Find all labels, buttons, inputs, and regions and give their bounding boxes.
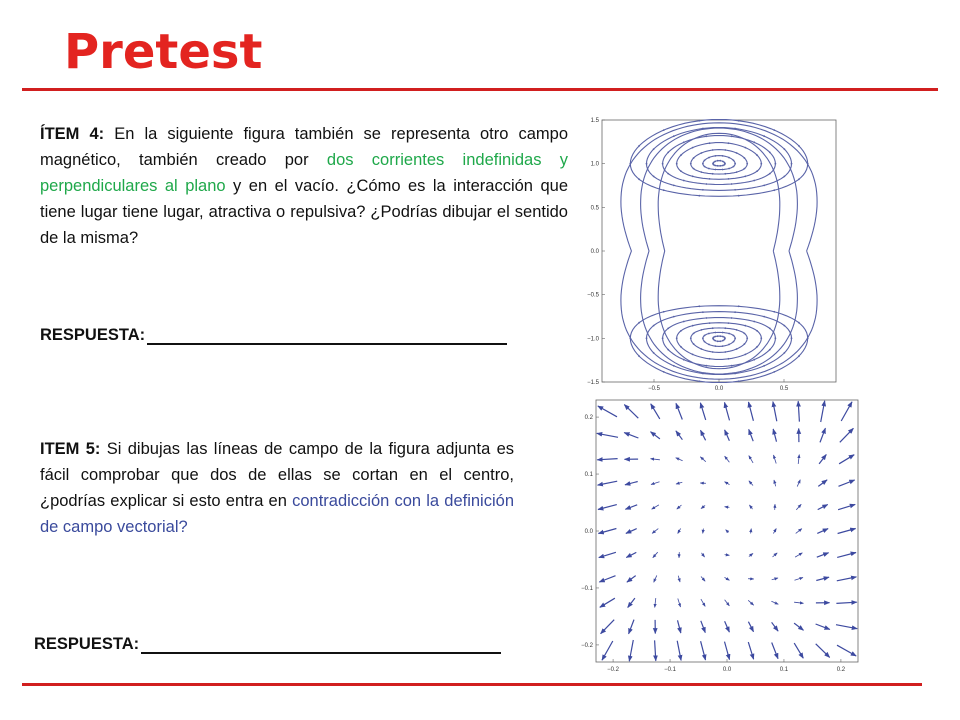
- field-line-marker: [663, 371, 665, 373]
- field-line-marker: [798, 322, 800, 324]
- field-line-marker: [698, 305, 700, 307]
- field-line-marker: [784, 325, 786, 327]
- item4-paragraph: [40, 121, 568, 251]
- field-line-marker: [712, 149, 714, 151]
- field-line-marker: [667, 349, 669, 351]
- item4-label: ÍTEM 4:: [40, 125, 105, 143]
- field-line-marker: [704, 335, 706, 337]
- item5-text-before: Si dibujas las líneas de campo de la figura adjunta es fácil comprobar que dos de ellas se cortan en el centro, ¿podrías explicar si esto entra en: [40, 440, 514, 510]
- field-line-marker: [638, 145, 640, 147]
- field-line-marker: [753, 359, 755, 361]
- field-line-marker: [769, 328, 771, 330]
- field-line-marker: [784, 148, 786, 150]
- field-line-marker: [756, 330, 758, 332]
- field-line-marker: [693, 333, 695, 335]
- field-line-marker: [728, 142, 730, 144]
- field-line-marker: [728, 358, 730, 360]
- field-line-marker: [753, 141, 755, 143]
- field-line-marker: [769, 349, 771, 351]
- field-line-marker: [667, 152, 669, 154]
- field-line-marker: [683, 141, 685, 143]
- y-tick-label: 1.0: [590, 161, 599, 168]
- field-line-marker: [680, 170, 682, 172]
- item4-text-after: y en el vacío. ¿Cómo es la interacción que tiene lugar tiene lugar, atractiva o repulsiva? ¿Podrías dibujar el sentido de la misma?: [40, 177, 568, 247]
- field-line-marker: [690, 163, 692, 165]
- item5-answer-label: RESPUESTA:: [34, 635, 140, 653]
- field-line-marker: [756, 154, 758, 156]
- field-line-marker: [738, 195, 740, 197]
- figure1-frame: [602, 120, 836, 382]
- field-line-marker: [745, 175, 747, 177]
- field-line-marker: [706, 317, 708, 319]
- field-line-marker: [702, 163, 704, 165]
- field-line-marker: [738, 120, 740, 122]
- field-line-marker: [673, 135, 675, 137]
- field-line-marker: [717, 165, 719, 167]
- field-line-marker: [708, 157, 710, 159]
- field-line-marker: [701, 348, 703, 350]
- field-line-marker: [756, 346, 758, 348]
- field-line-marker: [717, 160, 719, 162]
- y-tick-label: 0.5: [590, 205, 599, 212]
- field-line-marker: [728, 157, 730, 159]
- field-line-marker: [736, 348, 738, 350]
- field-line-marker: [701, 152, 703, 154]
- field-line-marker: [734, 337, 736, 339]
- field-line-marker: [733, 166, 735, 168]
- field-line-marker: [724, 162, 726, 164]
- field-line-marker: [717, 335, 719, 337]
- field-line-marker: [798, 145, 800, 147]
- field-line-marker: [733, 341, 735, 343]
- field-line-marker: [709, 358, 711, 360]
- field-line-marker: [791, 337, 793, 339]
- field-line-marker: [683, 359, 685, 361]
- field-line-marker: [638, 322, 640, 324]
- field-line-marker: [680, 346, 682, 348]
- field-line-marker: [798, 178, 800, 180]
- x-tick-label: −0.1: [664, 667, 676, 673]
- field-line-marker: [728, 333, 730, 335]
- field-line-marker: [734, 163, 736, 165]
- field-line-marker: [701, 171, 703, 173]
- field-line-marker: [736, 171, 738, 173]
- field-line-marker: [702, 189, 704, 191]
- field-line-marker: [715, 332, 717, 334]
- y-tick-label: 1.5: [590, 118, 599, 124]
- field-line-marker: [683, 321, 685, 323]
- field-line-marker: [798, 355, 800, 357]
- field-line-marker: [706, 183, 708, 185]
- field-line-marker: [728, 322, 730, 324]
- field-line-marker: [763, 185, 765, 187]
- field-line-marker: [676, 337, 678, 339]
- vector-field-figure: [572, 396, 862, 684]
- field-line-marker: [717, 340, 719, 342]
- field-line-marker: [714, 340, 716, 342]
- field-line-marker: [746, 337, 748, 339]
- field-line-marker: [704, 160, 706, 162]
- field-line-marker: [712, 173, 714, 175]
- field-line-marker: [744, 168, 746, 170]
- field-line-marker: [738, 305, 740, 307]
- field-line-marker: [638, 178, 640, 180]
- field-line-marker: [731, 317, 733, 319]
- field-line-marker: [676, 163, 678, 165]
- field-line-marker: [722, 336, 724, 338]
- y-tick-label: 0.0: [584, 529, 593, 535]
- field-line-marker: [662, 337, 664, 339]
- field-line-marker: [722, 169, 724, 171]
- item5-paragraph: [40, 436, 514, 540]
- field-line-marker: [673, 316, 675, 318]
- field-line-marker: [662, 163, 664, 165]
- field-line-marker: [712, 351, 714, 353]
- field-line-marker: [702, 311, 704, 313]
- field-line-marker: [719, 160, 721, 162]
- field-line-marker: [791, 163, 793, 165]
- x-tick-label: −0.2: [607, 667, 620, 673]
- field-line-marker: [706, 365, 708, 367]
- field-line-marker: [744, 343, 746, 345]
- field-line-marker: [719, 165, 721, 167]
- field-line-marker: [753, 321, 755, 323]
- field-line-marker: [708, 333, 710, 335]
- field-line-marker: [708, 344, 710, 346]
- x-tick-label: 0.0: [722, 667, 732, 673]
- field-line-marker: [744, 157, 746, 159]
- field-line-marker: [683, 180, 685, 182]
- field-line-marker: [724, 173, 726, 175]
- field-line-marker: [704, 341, 706, 343]
- field-line-marker: [760, 337, 762, 339]
- y-tick-label: −0.5: [587, 292, 599, 299]
- field-line-marker: [693, 168, 695, 170]
- field-line-marker: [763, 316, 765, 318]
- field-line-marker: [773, 311, 775, 313]
- field-line-marker: [746, 163, 748, 165]
- field-line-marker: [667, 173, 669, 175]
- field-line-marker: [738, 380, 740, 382]
- field-line-marker: [680, 154, 682, 156]
- field-line-marker: [715, 155, 717, 157]
- field-line-marker: [693, 343, 695, 345]
- field-line-marker: [769, 173, 771, 175]
- field-line-marker: [714, 336, 716, 338]
- field-line-marker: [724, 351, 726, 353]
- field-line-marker: [698, 380, 700, 382]
- field-line-marker: [638, 355, 640, 357]
- field-line-marker: [773, 129, 775, 131]
- field-line-marker: [734, 311, 736, 313]
- field-line-marker: [722, 155, 724, 157]
- field-line-marker: [713, 164, 715, 166]
- field-line-marker: [709, 142, 711, 144]
- x-tick-label: −0.5: [648, 386, 660, 392]
- field-line-marker: [728, 178, 730, 180]
- field-line-marker: [728, 344, 730, 346]
- field-line-marker: [763, 135, 765, 137]
- field-line-marker: [773, 371, 775, 373]
- item5-answer: [34, 635, 501, 654]
- field-line-marker: [722, 161, 724, 163]
- y-tick-label: 0.1: [584, 472, 593, 479]
- item5-highlight: contradicción con la definición de campo vectorial?: [40, 492, 514, 536]
- field-line-marker: [673, 185, 675, 187]
- field-line-marker: [719, 335, 721, 337]
- field-line-marker: [692, 147, 694, 149]
- item4-answer-label: RESPUESTA:: [40, 326, 146, 344]
- x-tick-label: 0.1: [779, 667, 789, 673]
- y-tick-label: −1.0: [587, 336, 599, 343]
- field-line-marker: [734, 189, 736, 191]
- field-line-marker: [698, 120, 700, 122]
- item4-text-before: En la siguiente figura también se representa otro campo magnético, también creado por: [40, 125, 569, 169]
- field-line-marker: [692, 354, 694, 356]
- x-tick-label: 0.5: [779, 386, 789, 392]
- field-line-marker: [769, 152, 771, 154]
- item4-answer: [40, 326, 507, 345]
- field-line-marker: [715, 345, 717, 347]
- field-line-marker: [724, 336, 726, 338]
- field-line-marker: [690, 337, 692, 339]
- bottom-divider: [22, 683, 922, 686]
- field-line-marker: [756, 170, 758, 172]
- field-line-marker: [724, 339, 726, 341]
- field-line-marker: [763, 365, 765, 367]
- field-line-marker: [663, 189, 665, 191]
- field-line-marker: [719, 340, 721, 342]
- field-line-marker: [708, 168, 710, 170]
- field-line-marker: [724, 327, 726, 329]
- y-tick-label: 0.0: [590, 249, 599, 255]
- field-line-marker: [773, 189, 775, 191]
- field-line-marker: [692, 325, 694, 327]
- field-line-marker: [653, 176, 655, 178]
- field-line-marker: [663, 311, 665, 313]
- field-line-marker: [653, 352, 655, 354]
- field-line-marker: [653, 148, 655, 150]
- field-line-marker: [731, 365, 733, 367]
- field-line-marker: [731, 183, 733, 185]
- field-line-marker: [722, 165, 724, 167]
- field-line-marker: [736, 329, 738, 331]
- field-line-marker: [698, 195, 700, 197]
- field-line-marker: [724, 164, 726, 166]
- page-title: Pretest: [64, 24, 263, 80]
- item4-highlight: dos corrientes indefinidas y perpendiculares al plano: [40, 151, 568, 195]
- field-line-marker: [736, 152, 738, 154]
- field-line-marker: [646, 163, 648, 165]
- field-line-marker: [745, 354, 747, 356]
- field-line-marker: [775, 337, 777, 339]
- field-line-marker: [714, 165, 716, 167]
- field-line-marker: [745, 147, 747, 149]
- y-tick-label: −1.5: [587, 380, 599, 386]
- field-line-marker: [663, 129, 665, 131]
- field-line-marker: [667, 328, 669, 330]
- y-tick-label: −0.1: [581, 585, 593, 592]
- field-line-marker: [713, 339, 715, 341]
- field-line-marker: [775, 163, 777, 165]
- field-line-marker: [784, 176, 786, 178]
- field-line-marker: [715, 169, 717, 171]
- field-line-marker: [673, 365, 675, 367]
- field-line-marker: [709, 322, 711, 324]
- field-line-marker: [714, 161, 716, 163]
- field-line-marker: [702, 337, 704, 339]
- field-line-marker: [722, 332, 724, 334]
- item5-answer-line[interactable]: [141, 636, 501, 654]
- field-line-marker: [701, 329, 703, 331]
- field-line-marker: [753, 180, 755, 182]
- field-line-marker: [693, 157, 695, 159]
- field-line-marker: [709, 178, 711, 180]
- field-line-marker: [722, 345, 724, 347]
- field-line-marker: [653, 325, 655, 327]
- field-line-marker: [760, 163, 762, 165]
- field-line-marker: [704, 166, 706, 168]
- field-line-marker: [784, 352, 786, 354]
- field-line-marker: [728, 168, 730, 170]
- field-line-marker: [744, 333, 746, 335]
- field-lines-figure: [572, 112, 842, 392]
- x-tick-label: 0.0: [714, 386, 724, 392]
- field-line-marker: [712, 327, 714, 329]
- y-tick-label: −0.2: [581, 642, 593, 649]
- item4-answer-line[interactable]: [147, 327, 507, 345]
- field-line-marker: [722, 340, 724, 342]
- y-tick-label: 0.2: [584, 415, 593, 422]
- field-line-marker: [733, 335, 735, 337]
- field-line-marker: [724, 149, 726, 151]
- x-tick-label: 0.2: [836, 667, 846, 673]
- field-line-marker: [692, 175, 694, 177]
- field-line-marker: [680, 330, 682, 332]
- item5-label: ITEM 5:: [40, 440, 101, 458]
- top-divider: [22, 88, 938, 91]
- field-line-marker: [646, 337, 648, 339]
- field-line-marker: [706, 135, 708, 137]
- field-line-marker: [745, 325, 747, 327]
- field-line-marker: [731, 135, 733, 137]
- field-line-marker: [733, 160, 735, 162]
